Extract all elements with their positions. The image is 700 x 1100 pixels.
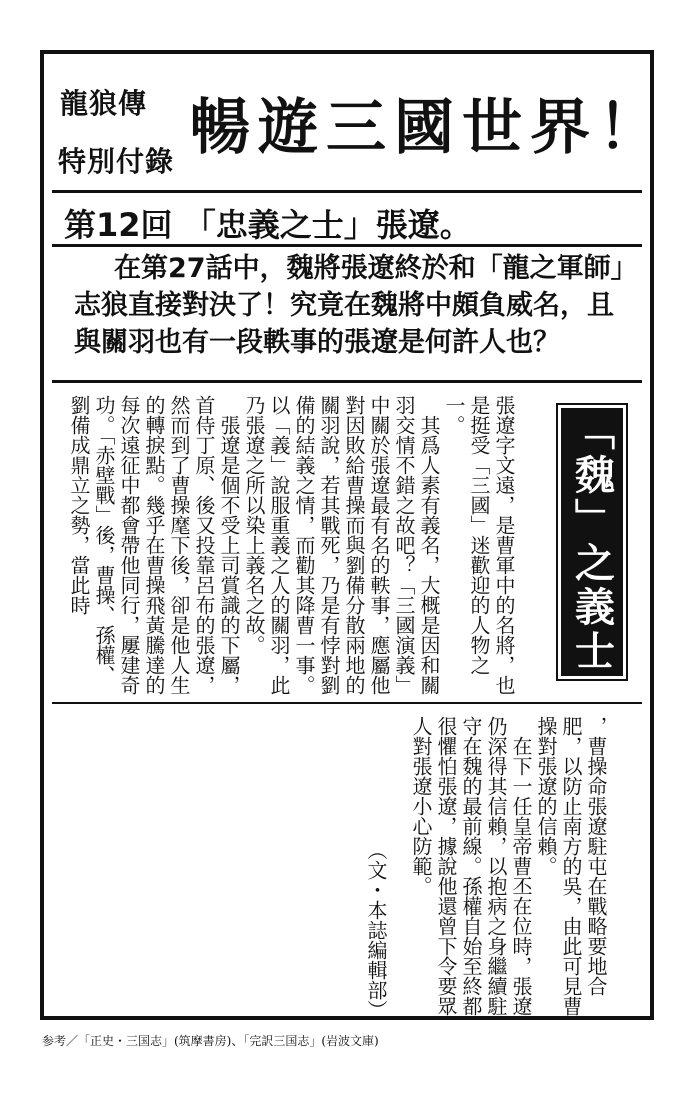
chapter-number: 第12回 [64, 206, 173, 244]
wei-badge: 「魏」之義士 [561, 408, 623, 676]
chapter-heading [64, 200, 472, 246]
header-rule [52, 190, 642, 193]
reference-footnote: 参考／「正史・三国志」(筑摩書房)、「完訳三国志」(岩波文庫) [42, 1034, 379, 1048]
page-title: 暢遊三國世界！ [190, 93, 666, 163]
intro-rule [52, 380, 642, 383]
body-text-lower: ，曹操命張遼駐屯在戰略要地合肥，以防止南方的吳，由此可見曹操對張遼的信賴。 在下一任皇帝曹丕在位時，張遼仍深得其信賴，以抱病之身繼續駐守在魏的最前線。孫權自始至終都很懼怕張遼，據說他還曾下令要眾人對張遼小心防範。 [409, 716, 608, 1016]
middle-rule [52, 702, 642, 704]
chapter-title: 「忠義之士」張遼。 [183, 206, 472, 244]
intro-paragraph: 在第27話中，魏將張遼終於和「龍之軍師」志狼直接對決了！究竟在魏將中頗負威名，且與關羽也有一段軼事的張遼是何許人也？ [74, 253, 625, 358]
series-name: 龍狼傳 [60, 87, 148, 120]
chapter-rule [52, 244, 642, 247]
author-credit: （文・本誌編輯部） [364, 840, 388, 1020]
body-text-upper: 張遼字文遠，是曹軍中的名將，也是挺受「三國」迷歡迎的人物之一。 其爲人素有義名，大概是因和關羽交情不錯之故吧？「三國演義」中關於張遼最有名的軼事，應屬他對因敗給曹操而與劉備分散兩地的關羽說，若其戰死，乃是有悖對劉備的結義之情，而勸其降曹一事。以「義」說服重義之人的關羽，此乃張遼之所以染上義名之故。 張遼是個不受上司賞識的下屬，首侍丁原、後又投靠呂布的張遼，然而到了曹操麾下後，卻是他人生的轉捩點。幾乎在曹操飛黃騰達的每次遠征中都會帶他同行，屢建奇功。「赤壁戰」後，曹操、孫權、劉備成鼎立之勢，當此時 [67, 395, 516, 695]
supplement-label: 特別付錄 [58, 145, 175, 178]
